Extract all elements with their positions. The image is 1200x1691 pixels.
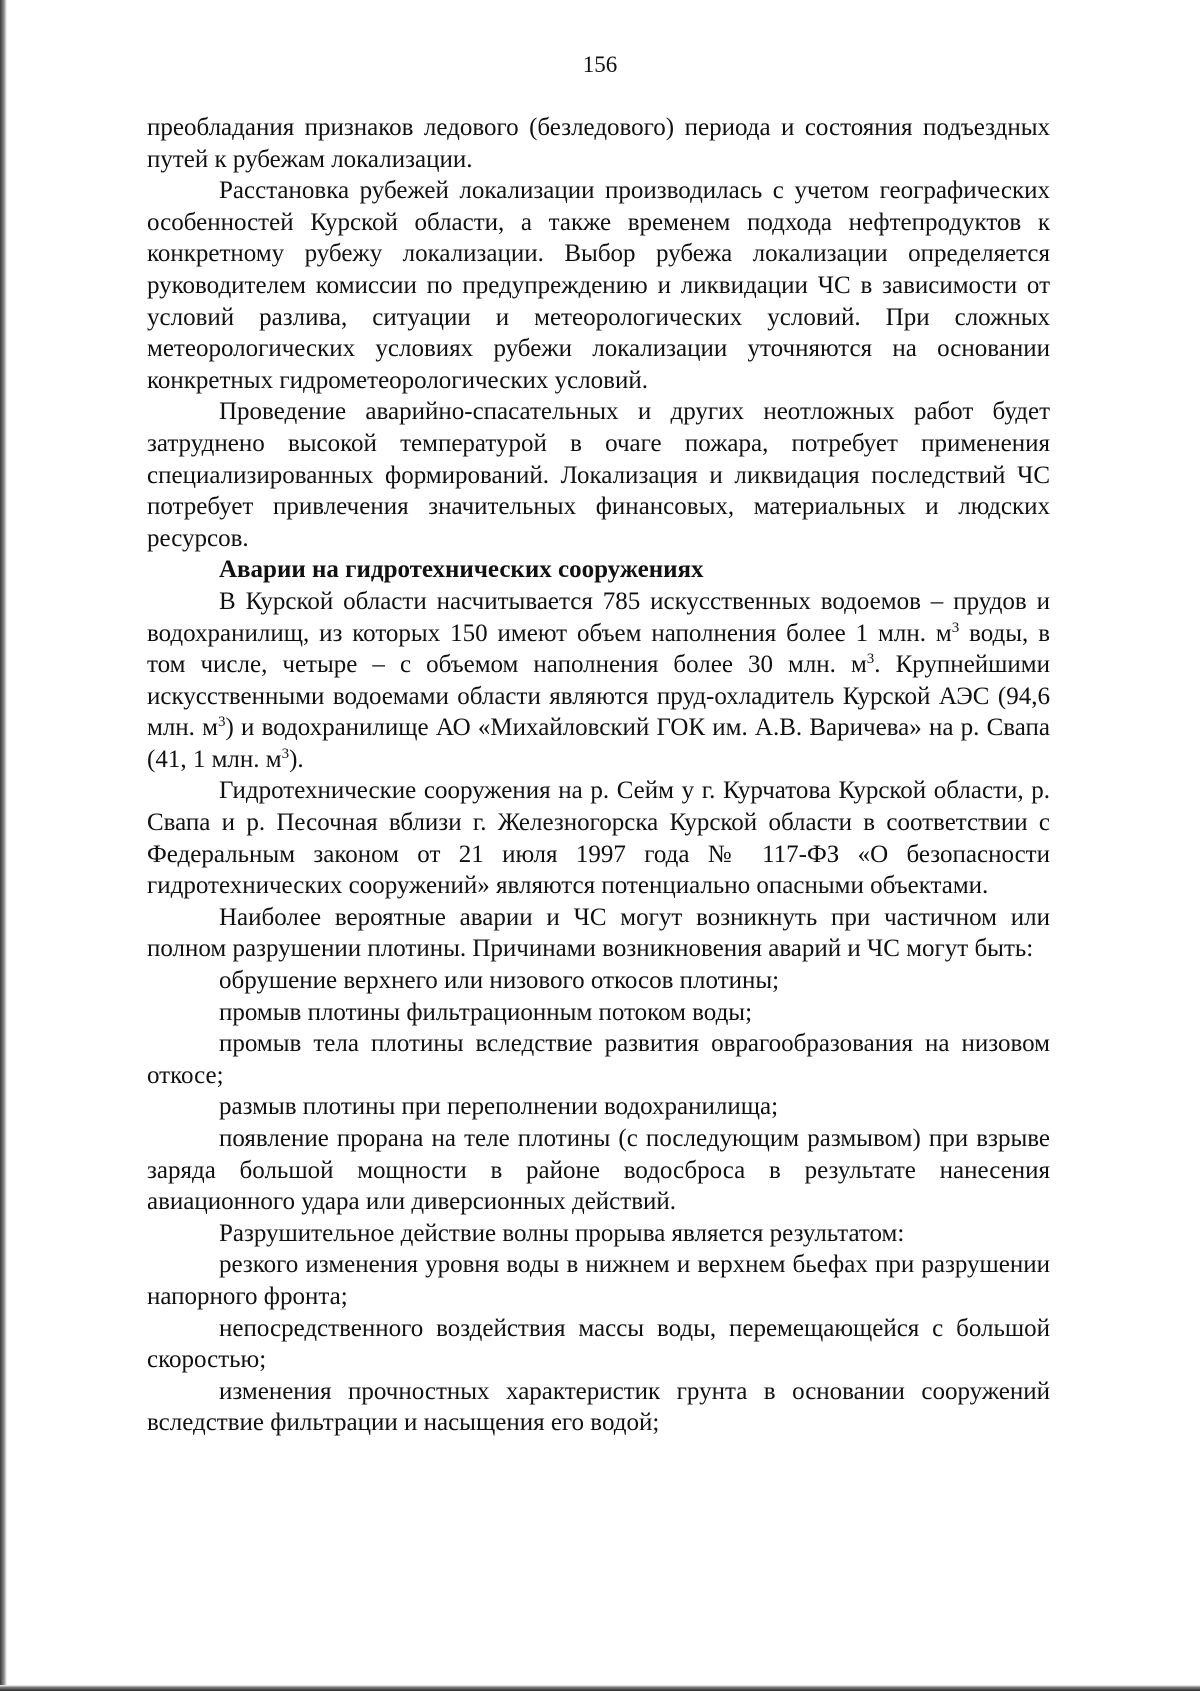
superscript: 3 [281,745,290,762]
list-item-effect: изменения прочностных характеристик грунта в основании сооружений вследствие фильтрации и насыщения его водой; [147,1377,1050,1437]
superscript: 3 [217,714,226,731]
paragraph-destructive-action: Разрушительное действие волны прорыва является результатом: [219,1219,905,1247]
scan-edge-left [0,0,7,1691]
paragraph-localization-lines: Расстановка рубежей локализации производилась с учетом географических особенностей Курской области, а также временем подхода нефтепродуктов к конкретному рубежу локализации. Выбор рубежа локализации определяется руководителем комиссии по предупреждению и ликвидации ЧС в зависимости от условий разлива, ситуации и метеорологических условий. При сложных метеорологических условиях рубежи локализации уточняются на основании конкретных гидрометеорологических условий. [147,177,1050,394]
document-body [147,112,1050,1439]
reservoirs-text-3: . Крупнейшими искусственными водоемами области являются пруд-охладитель Курской АЭС (94,6 млн. м [147,651,1050,742]
paragraph-rescue-works: Проведение аварийно-спасательных и других неотложных работ будет затруднено высокой температурой в очаге пожара, потребует применения специализированных формирований. Локализация и ликвидация последствий ЧС потребует привлечения значительных финансовых, материальных и людских ресурсов. [147,398,1050,552]
list-item-cause: появление прорана на теле плотины (с последующим размывом) при взрыве заряда большой мощности в районе водосброса в результате нанесения авиационного удара или диверсионных действий. [147,1125,1050,1216]
list-item-cause: промыв тела плотины вследствие развития оврагообразования на низовом откосе; [147,1030,1050,1089]
list-item-effect: непосредственного воздействия массы воды, перемещающейся с большой скоростью; [147,1314,1050,1374]
list-item-cause: промыв плотины фильтрационным потоком воды; [219,998,753,1026]
page-number: 156 [582,52,618,77]
section-heading: Аварии на гидротехнических сооружениях [219,556,704,584]
scan-edge-bottom [0,1685,1200,1691]
superscript: 3 [951,619,960,636]
paragraph-reservoirs [147,586,1050,776]
reservoirs-text-1: В Курской области насчитывается 785 искусственных водоемов – прудов и водохранилищ, из которых 150 имеют объем наполнения более 1 млн. м [147,587,1050,647]
list-item-cause: обрушение верхнего или низового откосов плотины; [219,967,780,995]
paragraph-hydraulic-structures: Гидротехнические сооружения на р. Сейм у г. Курчатова Курской области, р. Свапа и р. Песочная вблизи г. Железногорска Курской области в соответствии с Федеральным законом от 21 июля 1997 года № 117-ФЗ «О безопасности гидротехнических сооружений» являются потенциально опасными объектами. [147,777,1050,900]
paragraph-continuation: преобладания признаков ледового (безледового) периода и состояния подъездных путей к рубежам локализации. [147,114,1050,173]
reservoirs-text-4: ) и водохранилище АО «Михайловский ГОК им. А.В. Варичева» на р. Свапа (41, 1 млн. м [147,714,1050,773]
reservoirs-text-5: ). [289,745,304,773]
list-item-cause: размыв плотины при переполнении водохранилища; [219,1093,779,1121]
superscript: 3 [866,651,875,668]
reservoirs-text-2: воды, в том числе, четыре – с объемом наполнения более 30 млн. м [147,619,1050,679]
paragraph-probable-accidents: Наиболее вероятные аварии и ЧС могут возникнуть при частичном или полном разрушении плотины. Причинами возникновения аварий и ЧС могут быть: [147,903,1050,963]
list-item-effect: резкого изменения уровня воды в нижнем и верхнем бьефах при разрушении напорного фронта; [147,1251,1050,1310]
